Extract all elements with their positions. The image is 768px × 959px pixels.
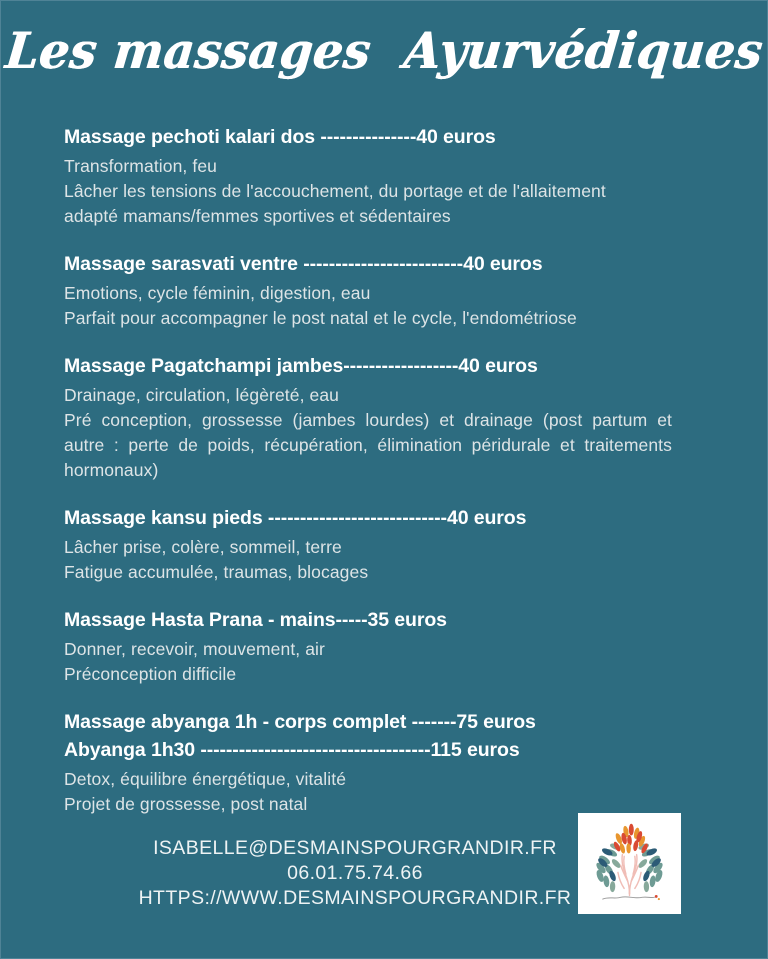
service-line: Emotions, cycle féminin, digestion, eau: [64, 283, 371, 303]
service-heading: Massage Pagatchampi jambes------------------40 euros: [64, 355, 538, 377]
service-line: adapté mamans/femmes sportives et sédentaires: [64, 206, 451, 226]
service-heading: Massage Hasta Prana - mains-----35 euros: [64, 609, 447, 631]
page-title: Les massages Ayurvédiques: [2, 22, 766, 81]
service-line: Transformation, feu: [64, 156, 217, 176]
logo-tagline: [603, 895, 660, 900]
service-item: [64, 353, 682, 483]
service-line: Lâcher les tensions de l'accouchement, du portage et de l'allaitement: [64, 181, 606, 201]
service-paragraph: Pré conception, grossesse (jambes lourdes) et drainage (post partum et autre : perte de poids, récupération, élimination péridurale et traitements hormonaux): [64, 410, 672, 480]
service-item: [64, 607, 682, 687]
service-item: [64, 124, 682, 229]
logo-hands: [618, 855, 641, 896]
services-list: [64, 124, 682, 839]
service-line: Detox, équilibre énergétique, vitalité: [64, 769, 347, 789]
tree-hands-logo-icon: [584, 819, 675, 908]
service-line: Préconception difficile: [64, 664, 237, 684]
service-line: Lâcher prise, colère, sommeil, terre: [64, 537, 342, 557]
service-item: [64, 709, 682, 817]
service-line: Donner, recevoir, mouvement, air: [64, 639, 325, 659]
service-item: [64, 505, 682, 585]
contact-website[interactable]: HTTPS://WWW.DESMAINSPOURGRANDIR.FR: [138, 887, 572, 909]
service-line: Parfait pour accompagner le post natal et le cycle, l'endométriose: [64, 308, 577, 328]
service-line: Drainage, circulation, légèreté, eau: [64, 385, 340, 405]
contact-email[interactable]: ISABELLE@DESMAINSPOURGRANDIR.FR: [153, 837, 557, 859]
contact-phone[interactable]: 06.01.75.74.66: [287, 862, 423, 884]
service-line: Fatigue accumulée, traumas, blocages: [64, 562, 369, 582]
service-heading: Massage kansu pieds ----------------------------40 euros: [64, 507, 527, 529]
service-heading: Massage sarasvati ventre -------------------------40 euros: [64, 253, 543, 275]
service-heading: Massage abyanga 1h - corps complet -------75 euros: [64, 711, 536, 733]
brand-logo-card: [578, 813, 681, 914]
title-container: [0, 22, 768, 81]
service-heading: Massage pechoti kalari dos ---------------40 euros: [64, 126, 496, 148]
logo-leaves-right: [637, 842, 664, 892]
service-line: Projet de grossesse, post natal: [64, 794, 308, 814]
logo-petals-top: [612, 824, 649, 854]
service-item: [64, 251, 682, 331]
service-heading-secondary: Abyanga 1h30 ------------------------------------115 euros: [64, 739, 520, 761]
